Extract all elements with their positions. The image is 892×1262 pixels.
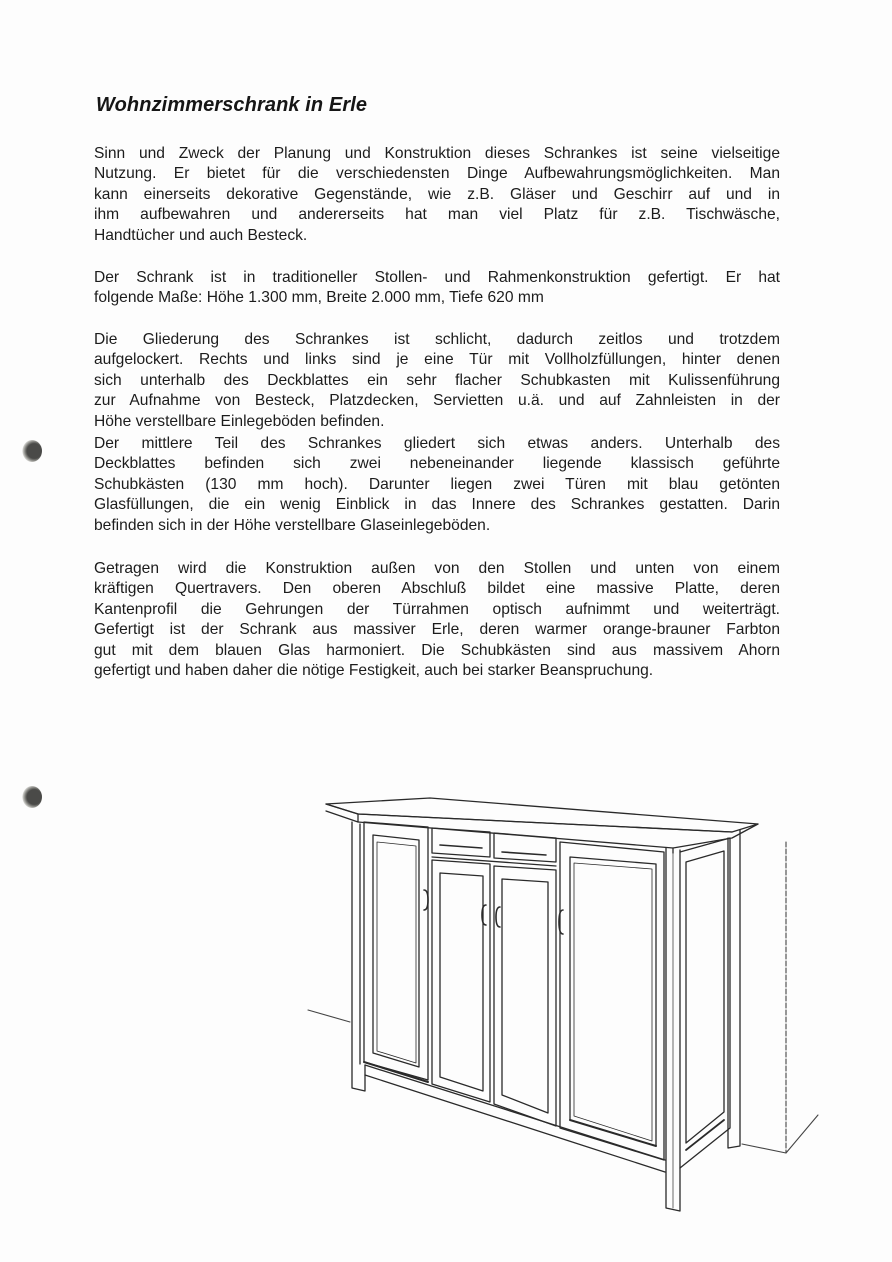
left-door: [364, 822, 428, 1082]
floor-line-corner: [786, 1115, 818, 1153]
door-handle-icon: [559, 910, 563, 934]
glass-doors: [432, 860, 556, 1126]
text-line: Getragen wird die Konstruktion außen von den Stollen und unten von einem: [94, 560, 780, 577]
text-line: befinden sich in der Höhe verstellbare Glaseinlegeböden.: [94, 516, 491, 534]
text-line: Schubkästen (130 mm hoch). Darunter liegen zwei Türen mit blau getönten: [94, 475, 780, 493]
text-line: zur Aufnahme von Besteck, Platzdecken, Servietten u.ä. und auf Zahnleisten in der: [94, 392, 780, 410]
right-front-stile: [666, 848, 680, 1211]
bottom-rail: [365, 1065, 665, 1172]
door-handle-icon: [496, 907, 500, 927]
text-line: kräftigen Quertravers. Den oberen Abschluß bildet eine massive Platte, deren: [94, 580, 780, 598]
text-line: folgende Maße: Höhe 1.300 mm, Breite 2.000 mm, Tiefe 620 mm: [94, 289, 544, 307]
text-line: ihm aufbewahren und andererseits hat man viel Platz für z.B. Tischwäsche,: [94, 206, 780, 224]
text-line: sich unterhalb des Deckblattes ein sehr flacher Schubkasten mit Kulissenführung: [94, 371, 780, 389]
text-line: Der mittlere Teil des Schrankes gliedert sich etwas anders. Unterhalb des: [94, 435, 780, 452]
door-handle-icon: [482, 905, 486, 925]
text-line: Höhe verstellbare Einlegeböden befinden.: [94, 412, 385, 430]
text-line: Sinn und Zweck der Planung und Konstruktion dieses Schrankes ist seine vielseitige: [94, 145, 780, 162]
drawer-handle-icon: [440, 845, 482, 848]
right-door: [559, 842, 664, 1160]
text-line: gefertigt und haben daher die nötige Festigkeit, auch bei starker Beanspruchung.: [94, 662, 654, 680]
drawers: [432, 828, 556, 866]
text-line: Die Gliederung des Schrankes ist schlicht, dadurch zeitlos und trotzdem: [94, 331, 780, 348]
text-line: Nutzung. Er bietet für die verschiedensten Dinge Aufbewahrungsmöglichkeiten. Man: [94, 165, 780, 183]
side-panel: [680, 830, 740, 1168]
wall-corner: [308, 842, 818, 1153]
text-line: Der Schrank ist in traditioneller Stollen- und Rahmenkonstruktion gefertigt. Er hat: [94, 269, 780, 286]
door-handle-icon: [424, 890, 428, 910]
text-line: gut mit dem blauen Glas harmoniert. Die Schubkästen sind aus massivem Ahorn: [94, 641, 780, 659]
left-stile: [352, 822, 365, 1091]
text-line: kann einerseits dekorative Gegenstände, wie z.B. Gläser und Geschirr auf und in: [94, 185, 780, 203]
floor-line-right: [742, 1144, 786, 1153]
top-plate: [326, 798, 758, 853]
document-title: Wohnzimmerschrank in Erle: [96, 94, 368, 116]
text-line: Gefertigt ist der Schrank aus massiver Erle, deren warmer orange-brauner Farbton: [94, 621, 780, 639]
text-line: Glasfüllungen, die ein wenig Einblick in das Innere des Schrankes gestatten. Darin: [94, 496, 780, 514]
text-line: Handtücher und auch Besteck.: [94, 226, 308, 244]
drawer-handle-icon: [502, 852, 546, 855]
text-line: Kantenprofil die Gehrungen der Türrahmen optisch aufnimmt und weiterträgt.: [94, 600, 780, 618]
text-line: Deckblattes befinden sich zwei nebeneinander liegende klassisch geführte: [94, 455, 780, 473]
text-line: aufgelockert. Rechts und links sind je eine Tür mit Vollholzfüllungen, hinter denen: [94, 351, 780, 369]
floor-line-left: [308, 1010, 350, 1022]
